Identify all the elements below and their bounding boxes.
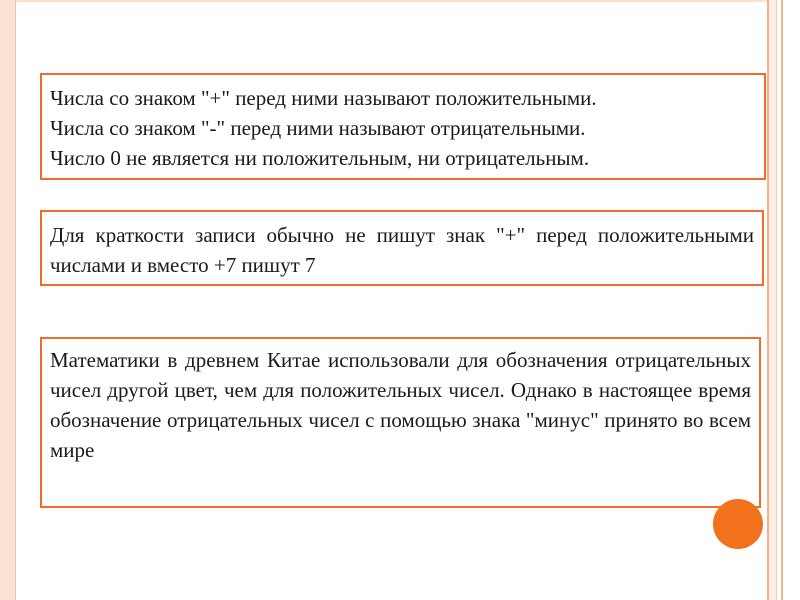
text-paragraph: Для краткости записи обычно не пишут знак "+" перед положительными числами и вместо +7 пишут 7 — [50, 223, 754, 277]
slide-frame-right-line — [767, 0, 769, 600]
slide-frame-left — [0, 0, 16, 600]
text-line: Числа со знаком "+" перед ними называют положительными. — [50, 86, 597, 110]
slide-frame-top — [16, 0, 767, 2]
text-paragraph: Математики в древнем Китае использовали для обозначения отрицательных чисел другой цвет, чем для положительных чисел. Однако в настоящее время обозначение отрицательных чисел с помощью знака "минус" принято во всем мире — [50, 348, 751, 462]
text-line: Число 0 не является ни положительным, ни отрицательным. — [50, 146, 590, 170]
text-box-china-history — [40, 337, 761, 508]
text-box-plus-sign-note — [40, 210, 764, 286]
text-line: Числа со знаком "-" перед ними называют отрицательными. — [50, 116, 586, 140]
slide-frame-right-margin — [785, 0, 800, 600]
accent-circle-decoration — [713, 499, 763, 549]
text-box-positive-negative — [40, 73, 766, 180]
slide-frame-left-line — [15, 0, 16, 600]
slide-frame-right-line — [781, 0, 783, 600]
slide-frame-right-fill — [769, 0, 776, 600]
slide-frame-right-line — [776, 0, 777, 600]
